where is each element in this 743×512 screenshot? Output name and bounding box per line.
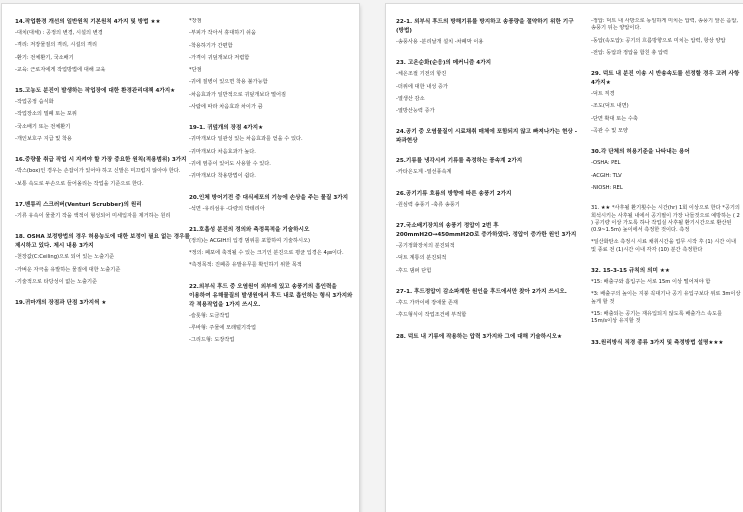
question-block	[15, 299, 195, 319]
question-heading: 22.외부식 후드 중 오염원이 외부에 있고 송풍기의 흡인력을 이용하여 유해물질의 발생원에서 후드 내로 흡인하는 형식 3가지와 각 적용작업을 1가지 쓰시오.	[189, 283, 353, 308]
answer-line: -교육: 근로자에게 작업방법에 대해 교육	[15, 66, 106, 73]
answer-line: -석면 -유리섬유 -다량의 박테리아	[189, 205, 265, 212]
question-block	[189, 18, 357, 124]
answer-line: -사람에 따라 차음효과 차이가 큼	[189, 104, 263, 111]
answer-line: -조도(덕트 내면)	[591, 103, 629, 110]
question-block	[591, 205, 741, 267]
question-block	[396, 18, 579, 59]
answer-line: (정의)는 ACGIH의 입경 범위를 포함하여 기술하시오)	[189, 237, 311, 244]
question-block	[396, 128, 579, 157]
question-block	[591, 148, 741, 205]
question-block	[396, 333, 579, 353]
block-spacer	[189, 186, 357, 194]
block-spacer	[189, 116, 357, 124]
question-heading: 27.국소배기장치의 송풍기 정압이 2번 후 200mmH2O→450mmH2O로 증가하였다. 정압이 증가한 원인 3가지	[396, 223, 577, 239]
question-block	[591, 267, 741, 338]
question-block	[189, 194, 357, 226]
block-spacer	[15, 193, 195, 201]
answer-line: -후드 댐퍼 닫힘	[396, 267, 432, 274]
answer-line: -작업장소의 밀폐 또는 포위	[15, 111, 77, 118]
question-block	[591, 339, 741, 359]
question-heading: 16.중량물 취급 작업 시 지켜야 할 가장 중요한 원칙(적용범위) 3가지	[15, 157, 187, 164]
block-spacer	[189, 350, 357, 358]
answer-line: -체온조절 기전의 항진	[396, 71, 447, 78]
question-heading: 14.작업환경 개선의 일반원칙 기본원칙 4가지 및 방법 ★★	[15, 19, 161, 25]
answer-line: -원심력 송풍기 -축류 송풍기	[396, 201, 460, 208]
answer-line: -덕트 계통의 분진퇴적	[396, 255, 447, 262]
question-block	[15, 156, 195, 201]
question-heading: 29. 덕트 내 분진 이송 시 반송속도를 선정할 경우 고려 사항 4가지★	[591, 71, 740, 87]
question-heading: 19-1. 귀덮개의 장점 4가지★	[189, 125, 264, 132]
answer-line: -가격이 귀덮개보다 저렴함	[189, 54, 250, 61]
question-block	[15, 201, 195, 233]
block-spacer	[396, 182, 579, 190]
document-page-left	[2, 4, 359, 512]
question-block	[15, 18, 195, 87]
question-block	[15, 233, 195, 299]
answer-line: -천장값(C:Ceiling)으로 되어 있는 노출기준	[15, 254, 115, 261]
answer-line: -정압: 덕트 내 사방으로 동일하게 미치는 압력, 송풍기 앞은 음압, 송풍기 뒤는 양압이다.	[591, 18, 739, 32]
question-heading: 19.귀마개의 장점과 단점 3가지씩 ★	[15, 300, 107, 307]
answer-line: *정의: 폐포에 축적될 수 있는 크기인 분진으로 평균 입경은 4㎛이다.	[189, 250, 344, 257]
document-page-right	[386, 4, 743, 512]
answer-line: *15: 배출되는 공기는 재유입되지 않도록 배출가스 속도를 15m/s이상 유지할 것	[591, 310, 723, 325]
answer-line: -기술적으로 타당성이 없는 노출기준	[15, 278, 97, 285]
left-page-column-b	[189, 18, 357, 512]
answer-line: *일산화탄소 측정시 시료 채취시간을 업무 시작 후 (1) 시간 이내 및 종료 전 (1)시간 이내 각각 (10) 분간 측정한다	[591, 239, 737, 253]
block-spacer	[591, 351, 741, 359]
answer-line: -루바형: 주물에 모래털기작업	[189, 325, 257, 332]
question-heading: 25.기류를 냉각시켜 기류를 측정하는 풍속계 2가지	[396, 158, 523, 165]
answer-line: -가벼운 자극을 유발하는 물질에 대한 노출기준	[15, 266, 121, 273]
answer-line: -전압: 동압과 정압을 합친 총 압력	[591, 49, 669, 56]
question-block	[396, 157, 579, 189]
answer-line: -열방산능력 증가	[396, 108, 435, 115]
answer-line: -슬롯형: 도금작업	[189, 312, 230, 319]
answer-line: -국소배기 또는 전체환기	[15, 123, 71, 130]
answer-line: -귀에 염증이 있어도 사용할 수 있다.	[189, 160, 271, 167]
question-heading: 32. 15-3-15 규칙의 의미 ★★	[591, 268, 670, 275]
question-heading: 23. 고온순화(순응)의 메커니즘 4가지	[396, 60, 492, 67]
answer-line: -곡관 수 및 모양	[591, 128, 628, 135]
question-heading: 28. 덕트 내 기류에 작용하는 압력 3가지와 그에 대해 기술하시오★	[396, 333, 563, 340]
answer-line: -박스(box)인 경우는 손잡이가 있어야 하고 신발은 미끄럽지 않아야 한다.	[15, 168, 181, 175]
answer-line: *15: 배출구와 흡입구는 서로 15m 이상 떨어져야 함	[591, 279, 711, 286]
question-block	[189, 283, 357, 358]
block-spacer	[591, 62, 741, 70]
block-spacer	[189, 275, 357, 283]
answer-line: -귀마개보다 차음효과가 높다.	[189, 148, 256, 155]
block-spacer	[396, 345, 579, 353]
answer-line: -귀에 질병이 있으면 착용 불가능함	[189, 79, 268, 86]
answer-line: -후드 가까이에 장애물 존재	[396, 299, 458, 306]
right-page-column-a	[396, 18, 579, 512]
answer-line: -NIOSH: REL	[591, 184, 623, 191]
question-block	[15, 87, 195, 156]
answer-line: -ACGIH: TLV	[591, 172, 622, 179]
block-spacer	[396, 214, 579, 222]
left-page-column-a	[15, 18, 195, 512]
block-spacer	[15, 291, 195, 299]
answer-line: -부피가 작아서 휴대하기 쉬움	[189, 30, 256, 37]
question-block	[189, 124, 357, 193]
block-spacer	[591, 140, 741, 148]
answer-line: -덕트 직경	[591, 91, 615, 98]
answer-line: -개인보호구 지급 및 착용	[15, 136, 72, 143]
answer-line: 31. ★★ *사후될 환기횟수는 시간(hr) 1회 이상으로 한다 *공기의 희석시키는 사후될 내에서 공기필이 가장 나들것으로 예방하는 ( 2 ) 공기량 이상 가도록 하나 작업실 사후될 환기시간으로 환산된 (0.9~1.5m) 높이에서 측정한 것이다. 측정	[591, 205, 740, 234]
answer-line: *장점	[189, 18, 202, 24]
question-heading: 30.각 단체의 허용기준을 나타내는 용어	[591, 149, 690, 156]
block-spacer	[591, 331, 741, 339]
answer-line: -공기정화장치의 분진퇴적	[396, 243, 455, 250]
question-heading: 26.공기기류 흐름의 방향에 따른 송풍기 2가지	[396, 190, 512, 197]
question-block	[396, 190, 579, 222]
page-gutter	[362, 0, 384, 512]
answer-line: -열생산 감소	[396, 95, 425, 102]
answer-line: -그리드형: 도장작업	[189, 337, 235, 344]
right-page-column-b	[591, 18, 741, 512]
block-spacer	[591, 259, 741, 267]
answer-line: *측정목적: 진폐증 유발유무를 확인하기 위한 목적	[189, 262, 302, 269]
block-spacer	[15, 79, 195, 87]
block-spacer	[396, 149, 579, 157]
answer-line: -보통 속도로 두손으로 들어올리는 작업을 기준으로 한다.	[15, 180, 144, 187]
question-heading: 21.호흡성 분진의 정의와 측정목적을 기술하시오	[189, 226, 310, 233]
block-spacer	[396, 51, 579, 59]
answer-line: -귀마개보다 착용방법이 쉽다.	[189, 173, 256, 180]
question-heading: 18. OSHA 보정방법의 경우 허용농도에 대한 보정이 필요 없는 경우를 제시하고 있다. 제시 내용 3가지	[15, 234, 190, 250]
question-heading: 24.공기 중 오염물질이 시료채취 매체에 포함되지 않고 빠져나가는 현상 -파과현상	[396, 129, 578, 145]
answer-line: -기류 유속이 물줄기 작을 액적이 형성되어 미세입자를 제거하는 원리	[15, 212, 171, 219]
question-block	[591, 70, 741, 148]
answer-line: -격리: 저장물질의 격리, 시설의 격리	[15, 42, 98, 49]
answer-line: *단점	[189, 67, 202, 74]
question-block	[591, 18, 741, 70]
answer-line: -차음효과가 일반적으로 귀덮개보다 떨어짐	[189, 91, 287, 98]
question-heading: 17.벤튜리 스크러버(Venturi Scrubber)의 원리	[15, 201, 142, 208]
block-spacer	[396, 325, 579, 333]
answer-line: -단면 확대 또는 수축	[591, 115, 638, 122]
answer-line: -후드형식이 작업조건에 부적합	[396, 312, 467, 319]
block-spacer	[189, 218, 357, 226]
block-spacer	[396, 280, 579, 288]
answer-line: -대치(대체) : 공정의 변경, 시설의 변경	[15, 30, 103, 36]
question-heading: 20.인체 방어기전 중 대식세포의 기능에 손상을 주는 물질 3가지	[189, 194, 349, 201]
question-heading: 15.고농도 분진이 발생하는 작업장에 대한 환경관리대책 4가지★	[15, 88, 176, 95]
answer-line: -작업공정 습식화	[15, 99, 54, 106]
answer-line: -OSHA: PEL	[591, 160, 621, 167]
question-heading: 33.원리방식 직경 종류 3가지 및 측정방법 설명★★★	[591, 339, 724, 346]
question-heading: 22-1. 외부식 후드의 방해기류를 방지하고 송풍량을 절약하기 위한 기구(방법)	[396, 19, 574, 34]
question-block	[396, 222, 579, 288]
answer-line: -카타온도계 -열선풍속계	[396, 169, 452, 176]
answer-line: *3: 배출구의 높이는 지붕 꼭대기나 공기 유입구보다 위로 3m이상 높게 할 것	[591, 291, 741, 305]
block-spacer	[396, 120, 579, 128]
question-heading: 27-1. 후드정압이 감소파계한 원인을 후드에서만 찾아 2가지 쓰시오.	[396, 288, 567, 295]
answer-line: -동압(속도압): 공기의 흐름방향으로 미치는 압력, 항상 양압	[591, 37, 726, 44]
answer-line: -착용하기가 간편함	[189, 42, 233, 49]
block-spacer	[15, 311, 195, 319]
question-block	[396, 288, 579, 333]
answer-line: -귀마개보다 일관성 있는 차음효과를 얻을 수 있다.	[189, 136, 303, 143]
answer-line: -환기: 전체환기, 국소배기	[15, 54, 74, 61]
block-spacer	[15, 148, 195, 156]
answer-line: -송풍사용 -분리날개 설치 -차폐막 이용	[396, 39, 484, 45]
question-block	[396, 59, 579, 128]
answer-line: -더위에 대한 내성 증가	[396, 83, 448, 90]
question-block	[189, 226, 357, 283]
block-spacer	[15, 225, 195, 233]
